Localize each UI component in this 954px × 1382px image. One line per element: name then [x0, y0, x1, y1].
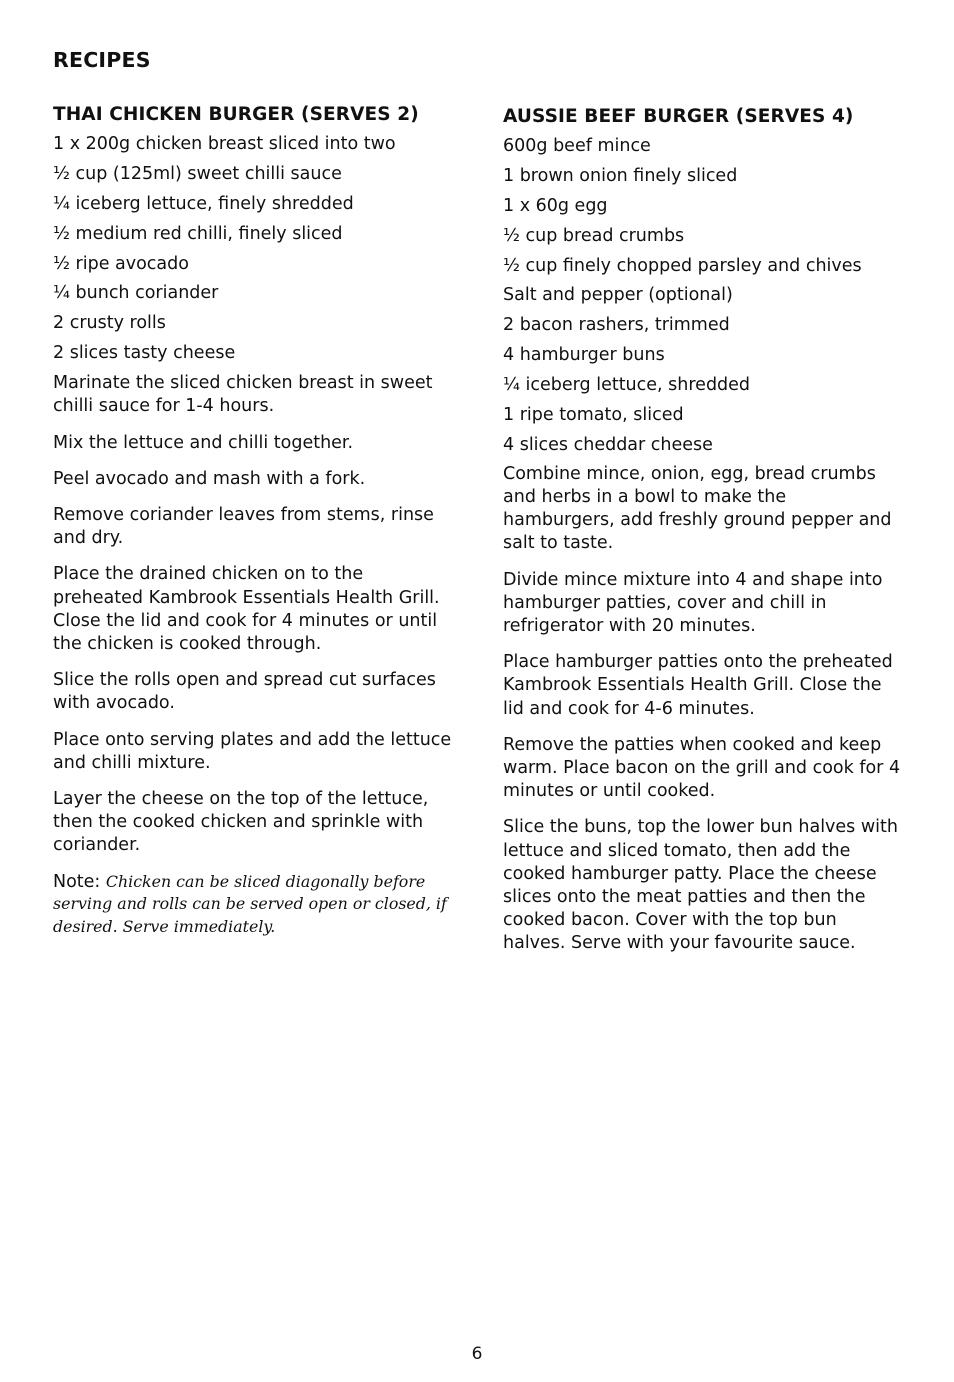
recipe-title: THAI CHICKEN BURGER (SERVES 2) — [53, 104, 419, 125]
ingredient-item: 1 x 60g egg — [503, 195, 608, 216]
method-step: Remove the patties when cooked and keep warm. Place bacon on the grill and cook for 4 minutes or until cooked. — [503, 734, 901, 802]
method-step: Combine mince, onion, egg, bread crumbs and herbs in a bowl to make the hamburgers, add freshly ground pepper and salt to taste. — [503, 463, 892, 554]
method-steps — [53, 372, 453, 938]
ingredient-item: ½ cup finely chopped parsley and chives — [503, 255, 862, 276]
method-step: Slice the rolls open and spread cut surfaces with avocado. — [53, 670, 436, 714]
ingredient-item: 2 crusty rolls — [53, 313, 166, 334]
method-step: Place hamburger patties onto the preheated Kambrook Essentials Health Grill. Close the lid and cook for 4-6 minutes. — [503, 652, 893, 719]
ingredient-item: ¼ bunch coriander — [53, 283, 219, 304]
method-step: Peel avocado and mash with a fork. — [53, 468, 366, 489]
recipe-title: AUSSIE BEEF BURGER (SERVES 4) — [503, 106, 854, 127]
page-title: RECIPES — [53, 48, 151, 72]
ingredient-item: 2 slices tasty cheese — [53, 343, 236, 364]
page-number: 6 — [471, 1344, 483, 1364]
method-step: Place onto serving plates and add the lettuce and chilli mixture. — [53, 729, 452, 773]
recipe-thai-chicken-burger — [53, 103, 453, 938]
note-text: Chicken can be sliced diagonally before serving and rolls can be served open or closed, if desired. Serve immediately. — [53, 871, 447, 936]
ingredient-item: ¼ iceberg lettuce, finely shredded — [53, 193, 354, 214]
ingredient-item: 4 slices cheddar cheese — [503, 434, 713, 455]
ingredient-item: ½ cup (125ml) sweet chilli sauce — [53, 163, 342, 184]
method-step: Place the drained chicken on to the preheated Kambrook Essentials Health Grill. Close the lid and cook for 4 minutes or until the chicken is cooked through. — [53, 564, 440, 654]
ingredient-item: ½ cup bread crumbs — [503, 225, 685, 246]
ingredient-item: Salt and pepper (optional) — [503, 285, 733, 306]
method-step: Divide mince mixture into 4 and shape into hamburger patties, cover and chill in refrigerator with 20 minutes. — [503, 569, 883, 637]
ingredient-list — [503, 135, 903, 456]
ingredient-item: ½ ripe avocado — [53, 253, 189, 274]
method-steps — [503, 463, 903, 956]
recipe-note — [53, 871, 453, 939]
ingredient-item: 4 hamburger buns — [503, 345, 665, 366]
method-step: Layer the cheese on the top of the lettuce, then the cooked chicken and sprinkle with coriander. — [53, 788, 429, 856]
method-step: Slice the buns, top the lower bun halves with lettuce and sliced tomato, then add the cooked hamburger patty. Place the cheese slices onto the meat patties and then the cooked bacon. Cover with the top bun halves. Serve with your favourite sauce. — [503, 817, 898, 954]
ingredient-item: ½ medium red chilli, finely sliced — [53, 223, 343, 244]
note-label: Note: — [53, 871, 106, 892]
ingredient-item: 2 bacon rashers, trimmed — [503, 315, 730, 336]
ingredient-item: 1 x 200g chicken breast sliced into two — [53, 134, 396, 154]
ingredient-item: ¼ iceberg lettuce, shredded — [503, 375, 751, 396]
ingredient-item: 1 brown onion finely sliced — [503, 165, 738, 186]
method-step: Marinate the sliced chicken breast in sweet chilli sauce for 1-4 hours. — [53, 373, 433, 417]
recipe-aussie-beef-burger — [503, 105, 903, 969]
ingredient-list — [53, 133, 453, 364]
ingredient-item: 600g beef mince — [503, 136, 651, 156]
method-step: Remove coriander leaves from stems, rinse and dry. — [53, 504, 434, 549]
method-step: Mix the lettuce and chilli together. — [53, 432, 354, 453]
ingredient-item: 1 ripe tomato, sliced — [503, 405, 684, 426]
